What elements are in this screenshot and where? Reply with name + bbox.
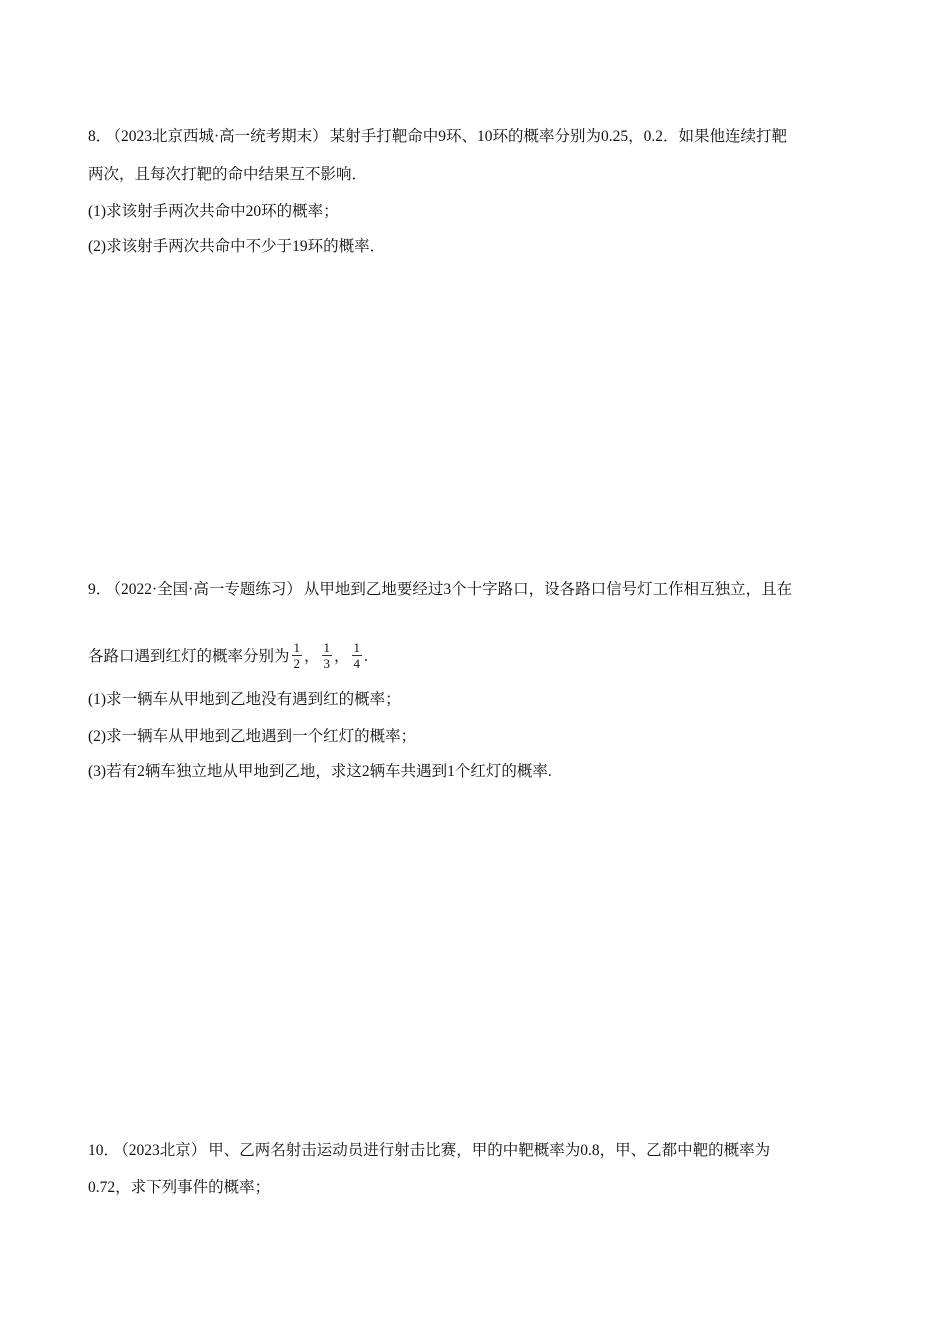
problem-8-stem-line1 bbox=[88, 127, 787, 147]
problem-9-part-3: (3)若有2辆车独立地从甲地到乙地，求这2辆车共遇到1个红灯的概率. bbox=[88, 763, 552, 780]
fraction-one-third bbox=[322, 640, 333, 671]
problem-9-source: （2022·全国·高一专题练习） bbox=[113, 581, 302, 598]
fraction-one-quarter bbox=[352, 640, 363, 671]
problem-8-part-2: (2)求该射手两次共命中不少于19环的概率． bbox=[88, 238, 386, 255]
fraction-denominator: 3 bbox=[323, 656, 331, 671]
problem-9-stem-line1 bbox=[88, 580, 792, 600]
problem-10-stem-text: 甲、乙两名射击运动员进行射击比赛，甲的中靶概率为0.8，甲、乙都中靶的概率为 bbox=[208, 1142, 771, 1159]
problem-9-stem-prefix: 各路口遇到红灯的概率分别为 bbox=[88, 648, 290, 666]
fraction-one-half bbox=[292, 640, 303, 671]
fraction-numerator: 1 bbox=[323, 640, 331, 655]
problem-10-stem-line2: 0.72，求下列事件的概率； bbox=[88, 1179, 271, 1196]
fraction-denominator: 4 bbox=[353, 656, 361, 671]
fraction-numerator: 1 bbox=[353, 640, 361, 655]
fraction-separator: ， bbox=[334, 648, 350, 666]
problem-9-part-1: (1)求一辆车从甲地到乙地没有遇到红的概率； bbox=[88, 691, 401, 708]
problem-9-part-2: (2)求一辆车从甲地到乙地遇到一个红灯的概率； bbox=[88, 728, 417, 745]
problem-10-source: （2023北京） bbox=[121, 1142, 207, 1159]
fraction-numerator: 1 bbox=[293, 640, 301, 655]
fraction-denominator: 2 bbox=[293, 656, 301, 671]
problem-9-stem-line2 bbox=[88, 642, 368, 673]
problem-10-number: 10． bbox=[88, 1142, 120, 1159]
problem-10-stem-line1 bbox=[88, 1141, 770, 1161]
problem-8-stem-line2: 两次，且每次打靶的命中结果互不影响． bbox=[88, 166, 368, 183]
problem-9-stem-text: 从甲地到乙地要经过3个十字路口，设各路口信号灯工作相互独立，且在 bbox=[303, 581, 793, 598]
problem-8-part-1: (1)求该射手两次共命中20环的概率； bbox=[88, 203, 339, 220]
fraction-separator: ， bbox=[304, 648, 320, 666]
problem-8-source: （2023北京西城·高一统考期末） bbox=[113, 128, 328, 145]
problem-8-stem-text: 某射手打靶命中9环、10环的概率分别为0.25，0.2．如果他连续打靶 bbox=[329, 128, 787, 145]
problem-9-number: 9． bbox=[88, 581, 112, 598]
problem-8-number: 8． bbox=[88, 128, 112, 145]
problem-9-end-mark: . bbox=[364, 648, 368, 666]
